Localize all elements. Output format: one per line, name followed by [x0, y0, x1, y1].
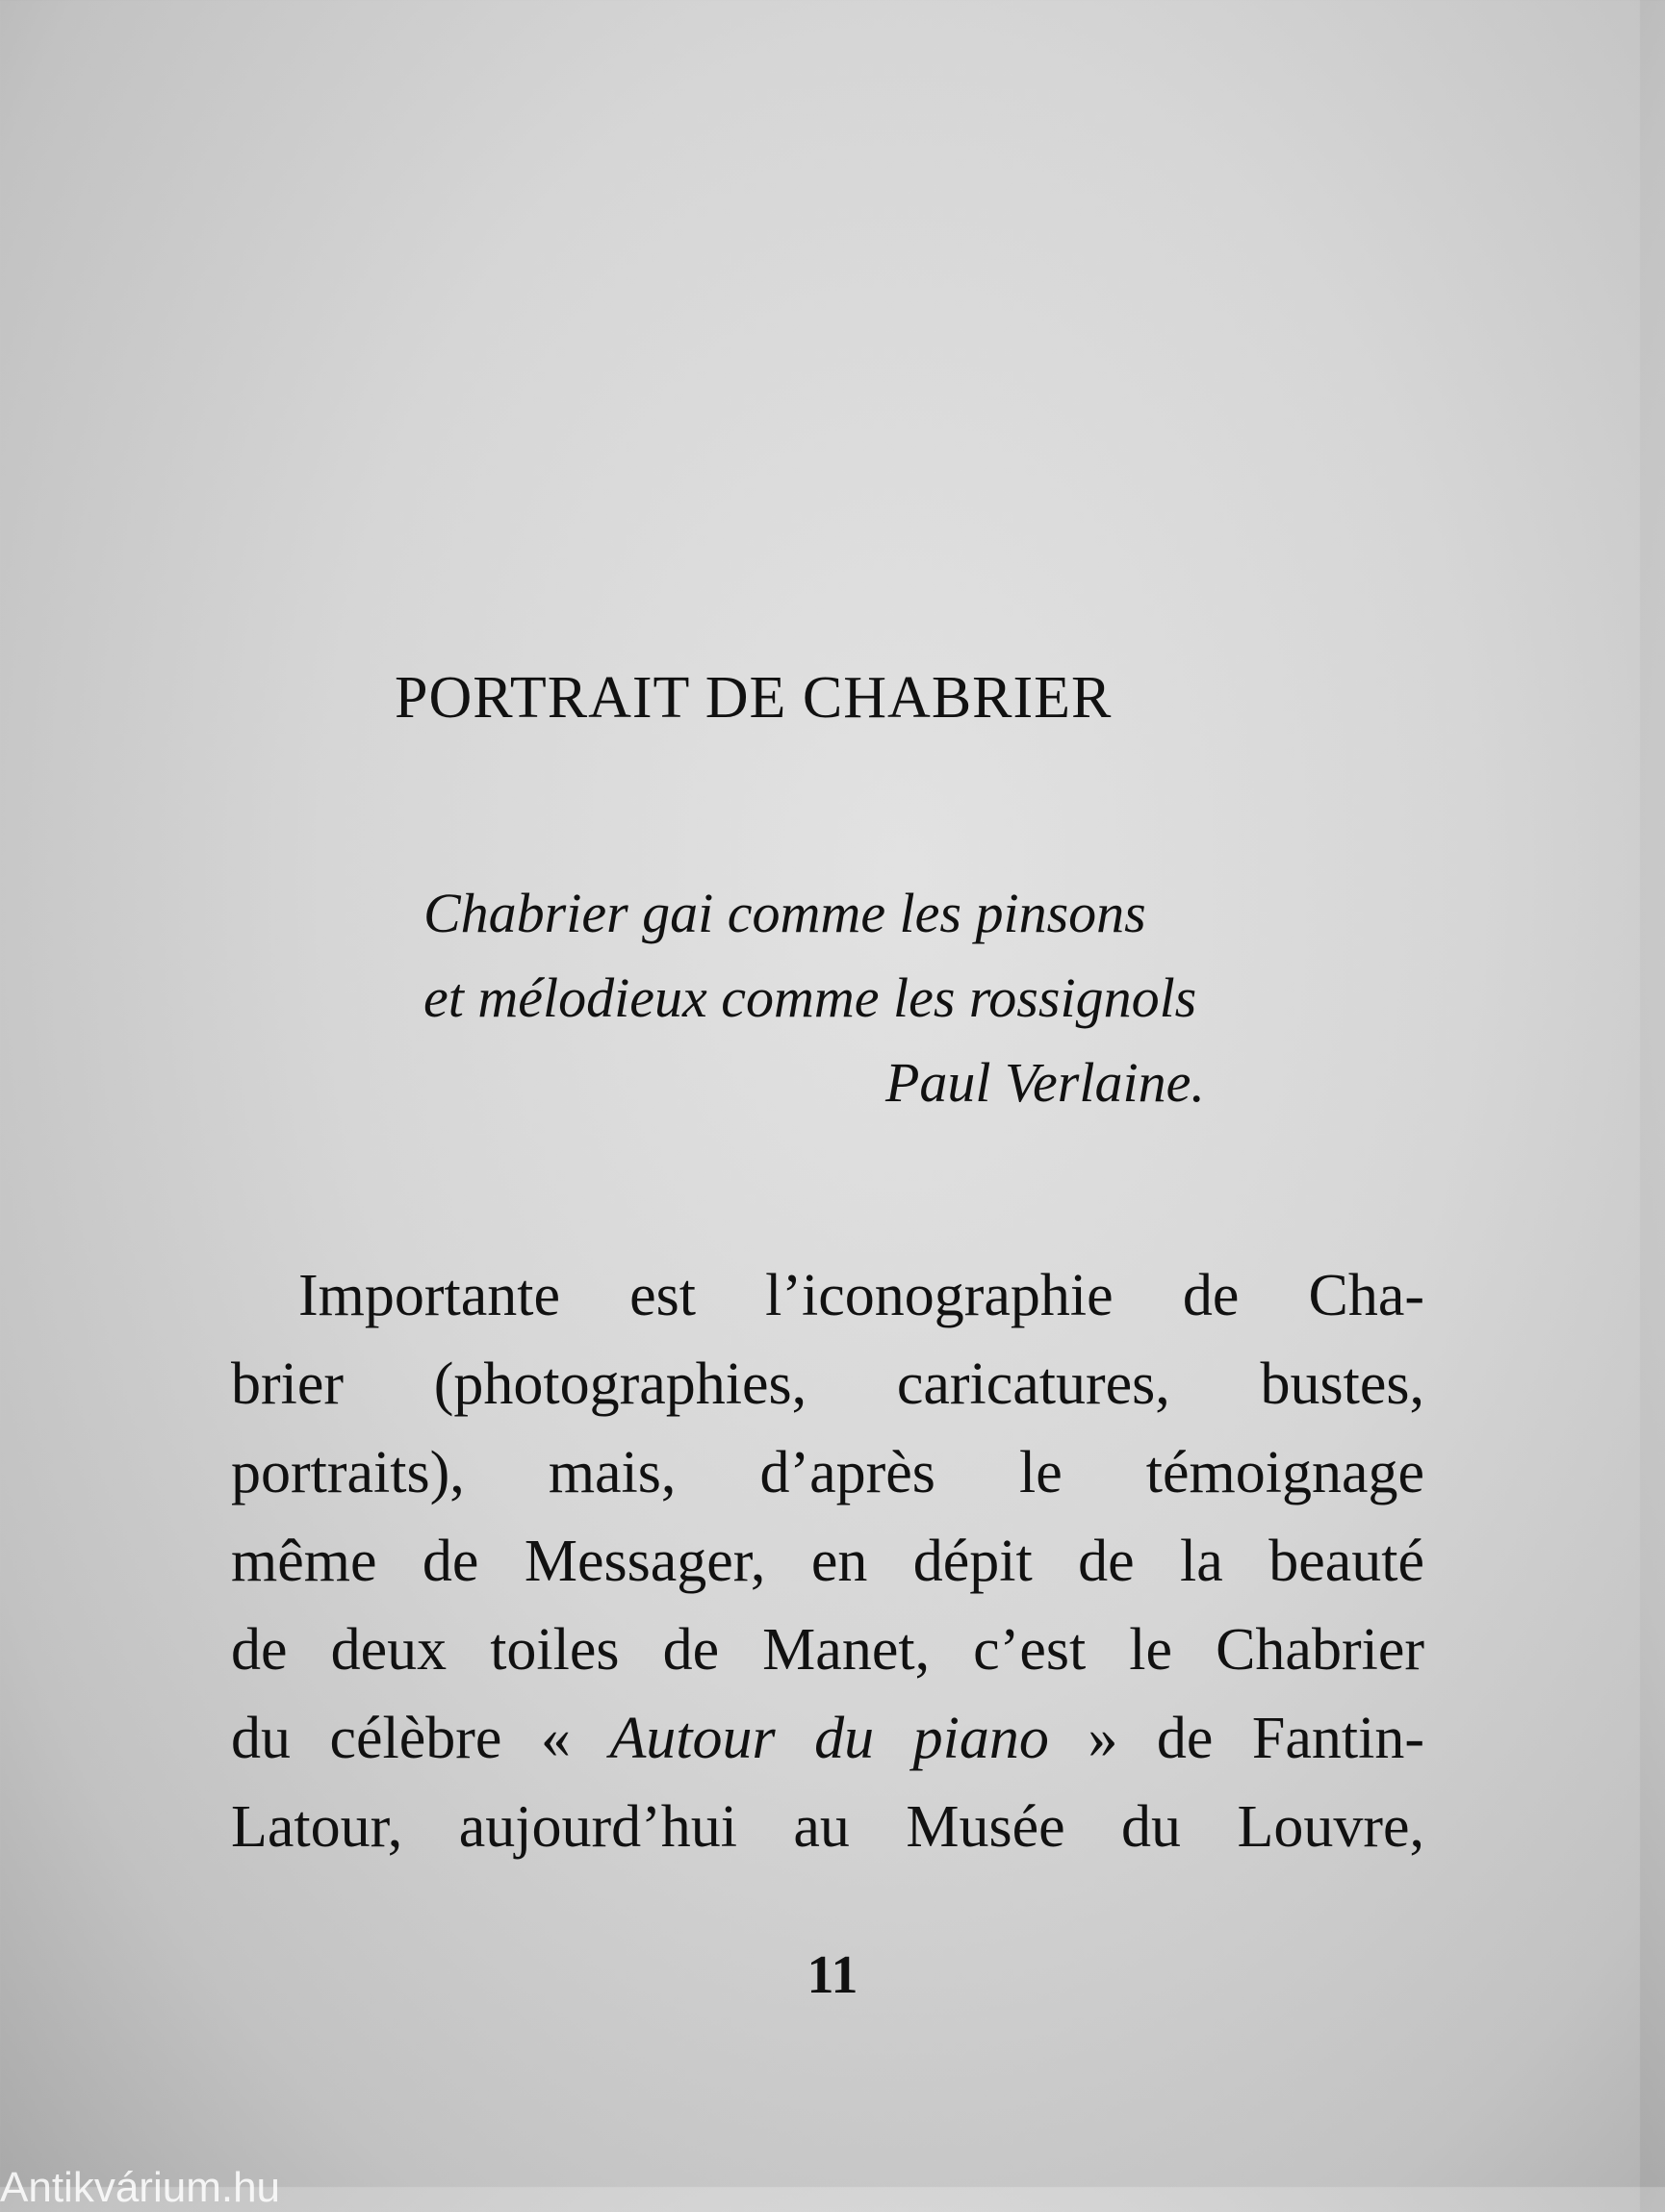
line-text: du célèbre «: [231, 1706, 610, 1771]
chapter-title: PORTRAIT DE CHABRIER: [395, 665, 1113, 731]
paragraph-line: même de Messager, en dépit de la beauté: [231, 1529, 1424, 1594]
epigraph-line: et mélodieux comme les rossignols: [423, 966, 1197, 1029]
paragraph-line: Latour, aujourd’hui au Musée du Louvre,: [231, 1794, 1424, 1860]
artwork-title: Autour du piano: [609, 1706, 1049, 1771]
body-paragraph: [231, 1251, 1424, 1871]
epigraph-author: Paul Verlaine.: [885, 1051, 1205, 1114]
line-text: » de Fantin-: [1048, 1706, 1424, 1771]
watermark: Antikvárium.hu: [0, 2164, 281, 2211]
paragraph-line: brier (photographies, caricatures, bustes,: [231, 1351, 1424, 1417]
paragraph-line: Importante est l’iconographie de Cha-: [298, 1263, 1424, 1328]
paragraph-line: portraits), mais, d’après le témoignage: [231, 1440, 1424, 1505]
epigraph: [423, 871, 1205, 1125]
paragraph-line: [231, 1694, 1424, 1783]
paragraph-line: de deux toiles de Manet, c’est le Chabrier: [231, 1617, 1424, 1683]
page-number: 11: [807, 1945, 858, 2005]
epigraph-line: Chabrier gai comme les pinsons: [423, 882, 1146, 944]
